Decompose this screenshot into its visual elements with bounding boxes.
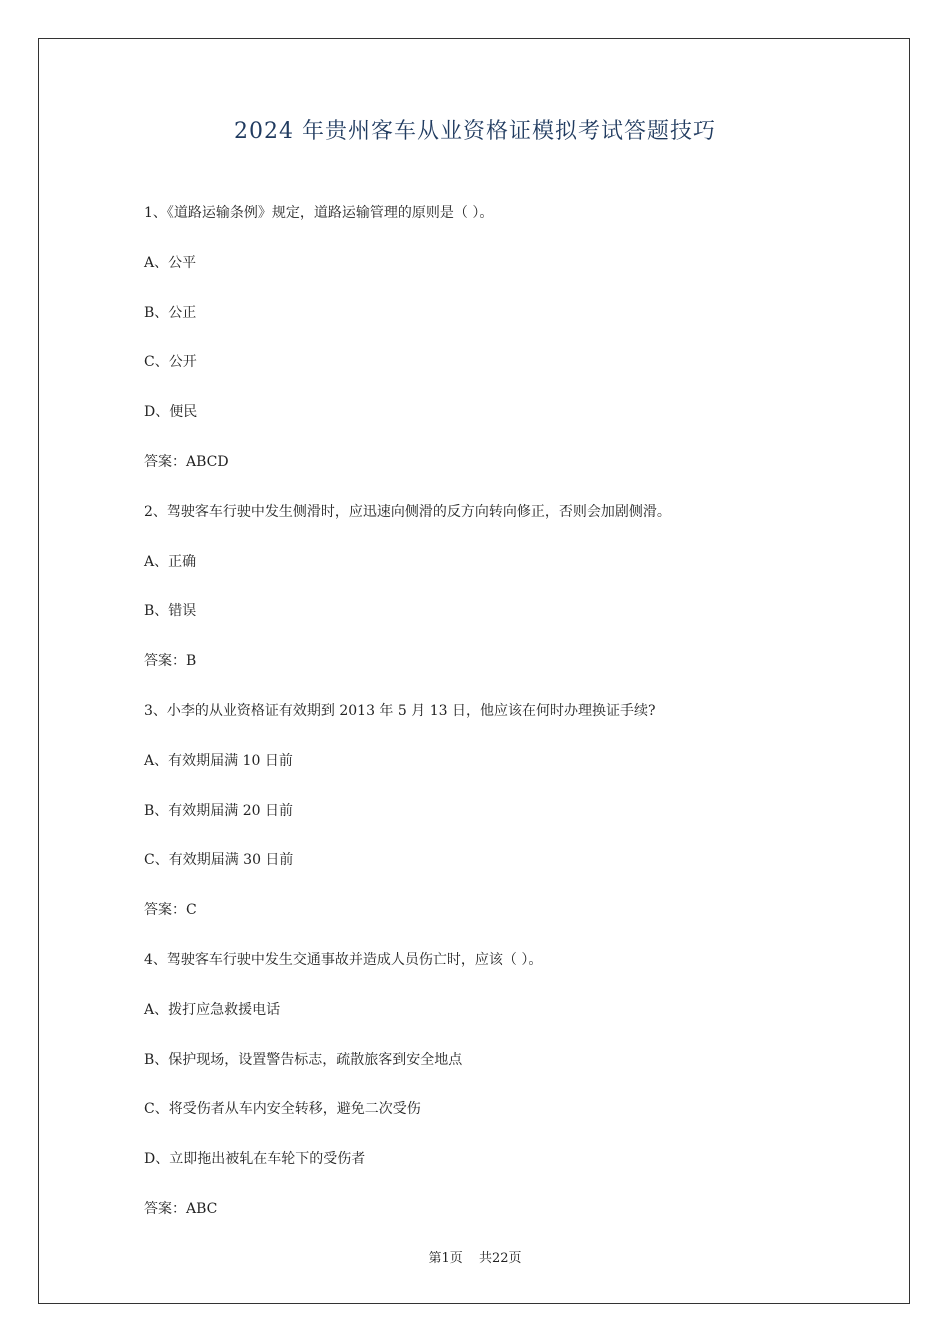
q4-option-d: D、立即拖出被轧在车轮下的受伤者 — [144, 1151, 366, 1168]
question-1: 1、《道路运输条例》规定，道路运输管理的原则是（ ）。 — [144, 205, 494, 221]
q4-option-a: A、拨打应急救援电话 — [144, 1001, 281, 1018]
q1-option-d: D、便民 — [144, 404, 198, 421]
q2-answer: 答案：B — [144, 653, 197, 670]
page-total: 共22页 — [478, 1251, 522, 1266]
q3-option-a: A、有效期届满 10 日前 — [144, 752, 293, 769]
question-3: 3、小李的从业资格证有效期到 2013 年 5 月 13 日，他应该在何时办理换证手续? — [144, 702, 656, 719]
q3-option-b: B、有效期届满 20 日前 — [144, 802, 294, 819]
q3-answer: 答案：C — [144, 902, 197, 919]
document-title: 2024 年贵州客车从业资格证模拟考试答题技巧 — [234, 119, 716, 144]
q4-option-c: C、将受伤者从车内安全转移，避免二次受伤 — [144, 1101, 421, 1118]
q1-option-a: A、公平 — [144, 254, 197, 271]
q3-option-c: C、有效期届满 30 日前 — [144, 852, 294, 869]
q4-option-b: B、保护现场，设置警告标志，疏散旅客到安全地点 — [144, 1051, 463, 1068]
page-footer — [0, 1247, 950, 1266]
question-4: 4、驾驶客车行驶中发生交通事故并造成人员伤亡时，应该（ ）。 — [144, 951, 543, 968]
question-list — [144, 200, 844, 1246]
q1-option-b: B、公正 — [144, 304, 197, 321]
q1-answer: 答案：ABCD — [144, 453, 229, 470]
q4-answer: 答案：ABC — [144, 1200, 218, 1217]
q2-option-a: A、正确 — [144, 553, 197, 570]
q2-option-b: B、错误 — [144, 603, 197, 620]
question-2: 2、驾驶客车行驶中发生侧滑时，应迅速向侧滑的反方向转向修正，否则会加剧侧滑。 — [144, 503, 671, 520]
q1-option-c: C、公开 — [144, 354, 197, 371]
page-number: 第1页 — [428, 1251, 463, 1266]
